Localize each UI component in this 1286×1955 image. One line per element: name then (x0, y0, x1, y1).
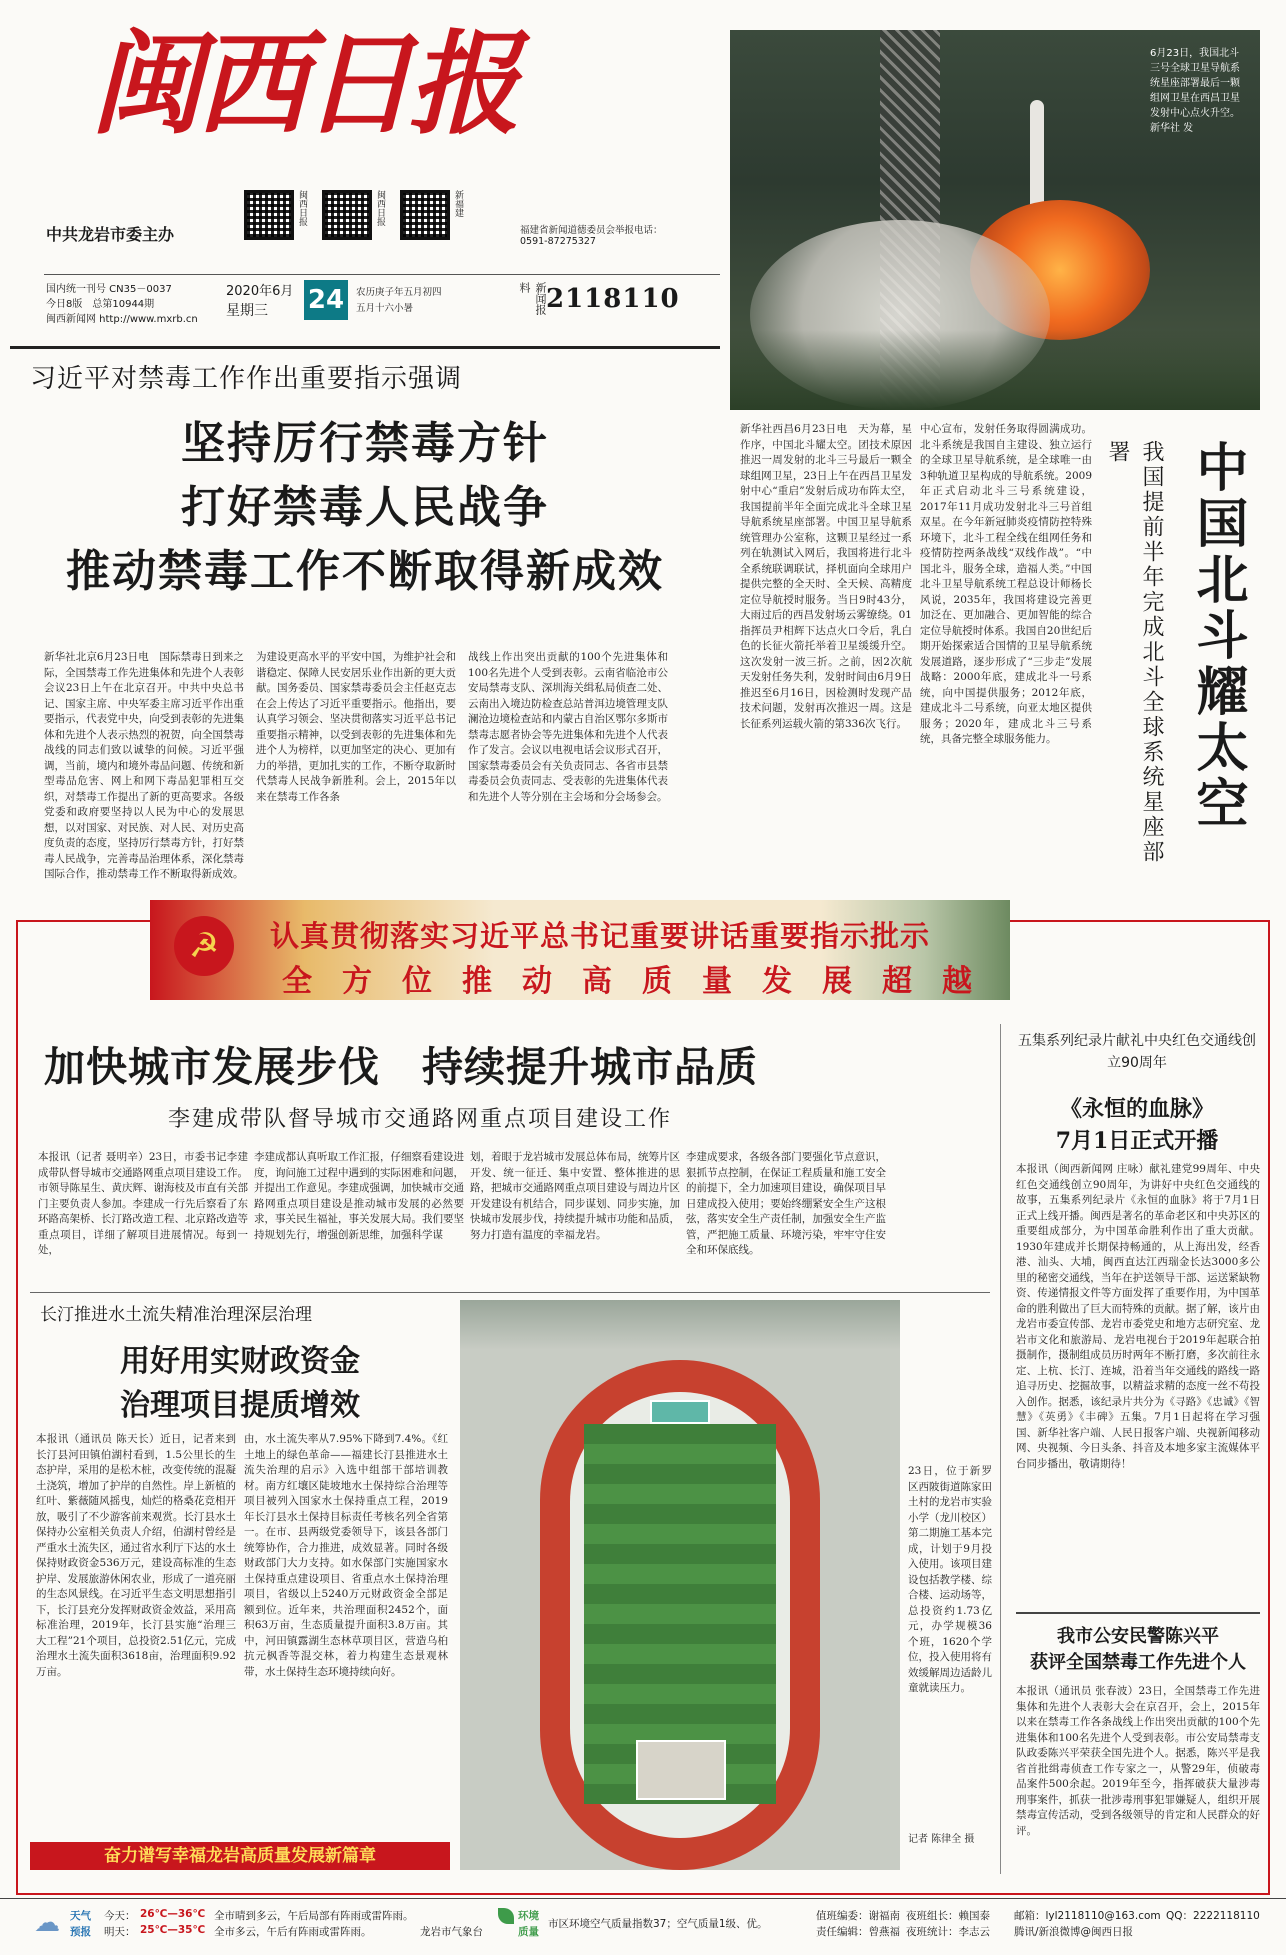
qr-label-3: 新福建 (453, 190, 463, 217)
weather-cloud-icon: ☁ (34, 1908, 60, 1938)
documentary-body: 本报讯（闽西新闻网 庄咏）献礼建党99周年、中央红色交通线创立90周年，为讲好中央红色交通线的故事，五集系列纪录片《永恒的血脉》将于7月1日正式上线开播。闽西是著名的革命老区和中央苏区的重要组成部分，为中国革命胜利作出了重大贡献。1930年建成并长期保持畅通的，从上海出发，经香港、汕头、大埔，闽西直达江西瑞金长达3000多公里的秘密交通线，当年在护送领导干部、运送紧缺物资、传递情报文件等方面发挥了重要作用，为中国革命的胜利做出了巨大而特殊的贡献。据了解，该片由龙岩市委宣传部、龙岩市委党史和地方志研究室、龙岩市文化和旅游局、龙岩电视台于2019年起联合拍摄制作，摄制组成员历时两年不断打磨，多次前往永定、上杭、长汀、连城，沿着当年交通线的路线一路追寻历史、挖掘故事，以精益求精的态度一丝不苟投入创作。据悉，该纪录片共分为《寻路》《忠诚》《智慧》《英勇》《丰碑》五集。7月1日起将在学习强国、新华社客户端、人民日报客户端、央视新闻移动网、央视频、今日头条、抖音及本地多家主流媒体平台同步播出，敬请期待！ (1016, 1163, 1260, 1470)
changting-footer-banner: 奋力谱写幸福龙岩高质量发展新篇章 (30, 1842, 450, 1870)
masthead-title: 闽西日报 (90, 19, 514, 150)
footer-qq: QQ：2222118110 (1166, 1910, 1260, 1922)
beidou-column-2: 中心宣布，发射任务取得圆满成功。北斗系统是我国自主建设、独立运行的全球卫星导航系统，是全球唯一由3种轨道卫星构成的导航系统。2009年正式启动北斗三号系统建设，2017年11月成功发射北斗三号首组双星。在今年新冠肺炎疫情防控特殊环境下，北斗工程全线在组网任务和疫情防控两条战线“双线作战”。“中国北斗，服务全球，造福人类。”中国北斗卫星导航系统工程总设计师杨长风说，2035年，我国将建设完善更加泛在、更加融合、更加智能的综合定位导航授时体系。我国自20世纪后期开始探索适合国情的卫星导航系统发展道路，逐步形成了“三步走”发展战略：2000年底，建成北斗一号系统，向中国提供服务；2012年底，建成北斗二号系统，向亚太地区提供服务；2020年，建成北斗三号系统，具备完整全球服务能力。 (920, 423, 1092, 745)
qr-code-2 (322, 190, 372, 240)
rocket-launch-photo (730, 30, 1260, 410)
issue-code-2: 今日8版 总第10944期 (46, 299, 155, 310)
footer-weibo: 腾讯/新浪微博@闽西日报 (1014, 1926, 1134, 1938)
banner-line-1: 认真贯彻落实习近平总书记重要讲话重要指示批示 (270, 919, 931, 953)
lead-headline-line-1: 坚持厉行禁毒方针 (181, 418, 549, 469)
weather-label-2: 预报 (70, 1926, 91, 1938)
changting-column-1: 本报讯（通讯员 陈天长）近日，记者来到长汀县河田镇伯湖村看到，1.5公里长的生态护岸，采用的是松木桩，改变传统的混凝土浇筑，增加了护岸的自然性。岸上新植的红叶、紫薇随风摇曳，灿烂的格桑花竞相开放，吸引了不少游客前来观赏。长汀县水土保持办公室相关负责人介绍，伯湖村曾经是严重水土流失区，通过省水利厅下达的水土保持财政资金536万元，建设高标准的生态护岸、发展旅游休闲农业，形成了一道亮丽的生态风景线。在习近平生态文明思想指引下，长汀县充分发挥财政资金效益，采用高标准治理，2019年，长汀县实施“治理三大工程”21个项目，总投资2.51亿元，完成治理水土流失面积3618亩，治理面积9.92万亩。 (36, 1433, 236, 1678)
changting-kicker: 长汀推进水土流失精准治理深层治理 (40, 1305, 312, 1325)
lead-headline-line-3: 推动禁毒工作不断取得新成效 (66, 546, 664, 597)
qr-code-1 (244, 190, 294, 240)
issue-code-3: 闽西新闻网 http://www.mxrb.cn (46, 314, 198, 325)
hotline-label: 新闻报料 (518, 282, 547, 315)
today-desc: 全市晴到多云，午后局部有阵雨或雷阵雨。 (214, 1910, 414, 1922)
police-body: 本报讯（通讯员 张春波）23日，全国禁毒工作先进集体和先进个人表彰大会在京召开，会上，2015年以来在禁毒工作各条战线上作出突出贡献的100个先进集体和100名先进个人受到表彰。市公安局禁毒支队政委陈兴平荣获全国先进个人。据悉，陈兴平是我省首批缉毒侦查工作专家之一，从警29年，侦破毒品案件500余起。2019年至今，指挥破获大量涉毒刑事案件，抓获一批涉毒刑事犯罪嫌疑人，组织开展禁毒宣传活动，受到各级领导的肯定和人民群众的好评。 (1016, 1685, 1260, 1837)
env-leaf-icon (498, 1908, 514, 1924)
lead-headline-line-2: 打好禁毒人民战争 (181, 482, 549, 533)
lunar-date-2: 五月十六小暑 (356, 303, 414, 314)
qr-label-2: 闽西日报 (375, 190, 385, 226)
lead-column-2: 为建设更高水平的平安中国，为维护社会和谐稳定、保障人民安居乐业作出新的更大贡献。国务委员、国家禁毒委员会主任赵克志在会上传达了习近平重要指示。他指出，要认真学习领会、坚决贯彻落实习近平总书记重要指示精神，以受到表彰的先进集体和先进个人为榜样，以更加坚定的决心、更加有力的举措，更加扎实的工作，不断夺取新时代禁毒人民战争新胜利。会上，2015年以来在禁毒工作各条 (256, 651, 456, 803)
party-emblem-icon: ☭ (174, 916, 234, 976)
lead-column-1: 新华社北京6月23日电 国际禁毒日到来之际，全国禁毒工作先进集体和先进个人表彰会议23日上午在北京召开。中共中央总书记、国家主席、中央军委主席习近平作出重要指示，代表党中央，向受到表彰的先进集体和先进个人表示热烈的祝贺，向全国禁毒战线的同志们致以诚挚的问候。习近平强调，当前，境内和境外毒品问题、传统和新型毒品危害、网上和网下毒品犯罪相互交织，对禁毒工作提出了新的更高要求。各级党委和政府要坚持以人民为中心的发展思想，以对国家、对民族、对人民、对历史高度负责的态度，坚持厉行禁毒方针，打好禁毒人民战争，完善毒品治理体系，深化禁毒国际合作，推动禁毒工作不断取得新成效。 (44, 651, 244, 880)
env-label-1: 环境 (518, 1910, 539, 1922)
issue-date: 2020年6月 (226, 284, 294, 299)
documentary-subhead: 7月1日正式开播 (1055, 1128, 1219, 1154)
masthead (0, 0, 720, 325)
lead-headline (20, 412, 710, 604)
hotline-number: 2118110 (546, 284, 680, 314)
changting-headline-line-1: 用好用实财政资金 (120, 1344, 360, 1379)
masthead-sponsor: 中共龙岩市委主办 (46, 225, 175, 244)
school-photo-credit: 记者 陈律全 摄 (908, 1834, 975, 1845)
license-text: 福建省新闻道德委员会举报电话： (520, 225, 663, 236)
env-quality: 市区环境空气质量指数37；空气质量1级、优。 (548, 1918, 768, 1930)
school-photo-caption: 23日，位于新罗区西陂街道陈家田土村的龙岩市实验小学（龙川校区）第二期施工基本完成，计划于9月投入使用。该项目建设包括教学楼、综合楼、运动场等，总投资约1.73亿元，办学规模36个班，1620个学位，投入使用将有效缓解周边适龄儿童就读压力。 (908, 1465, 992, 1694)
beidou-headline: 中国北斗耀太空 (1187, 440, 1248, 832)
qr-code-3 (400, 190, 450, 240)
changting-headline-line-2: 治理项目提质增效 (120, 1388, 360, 1423)
city-column-2: 李建成都认真听取工作汇报，仔细察看建设进度，询问施工过程中遇到的实际困难和问题，并提出工作意见。李建成强调，加快城市交通路网重点项目建设是推动城市发展的必然要求，事关民生福祉，事关发展大局。我们要坚持规划先行，增强创新思维，加强科学谋 (254, 1151, 464, 1241)
police-headline-line-1: 我市公安民警陈兴平 (1057, 1626, 1219, 1647)
city-column-1: 本报讯（记者 聂明辛）23日，市委书记李建成带队督导城市交通路网重点项目建设工作。市领导陈星生、黄庆辉、谢海枝及市直有关部门主要负责人参加。李建成一行先后察看了东环路高架桥、长汀路改造工程、北京路改造等重点项目，详细了解项目进展情况。每到一处， (38, 1151, 248, 1256)
issue-day: 24 (304, 280, 348, 320)
school-aerial-photo (460, 1300, 900, 1870)
documentary-kicker: 五集系列纪录片献礼中央红色交通线创立90周年 (1018, 1033, 1256, 1071)
footer (0, 1902, 1286, 1952)
beidou-subhead: 我国提前半年完成北斗全球系统星座部署 (1105, 440, 1164, 865)
license-phone: 0591-87275327 (520, 236, 596, 247)
weather-source: 龙岩市气象台 (420, 1926, 483, 1938)
weather-label-1: 天气 (70, 1910, 91, 1922)
editor-3: 责任编辑：曾燕福 (816, 1926, 900, 1938)
city-headline: 加快城市发展步伐 持续提升城市品质 (44, 1043, 758, 1091)
tomorrow-label: 明天： (104, 1926, 136, 1938)
qr-label-1: 闽西日报 (297, 190, 307, 226)
beidou-column-1: 新华社西昌6月23日电 天为幕，星作序，中国北斗耀太空。团技术原因推迟一周发射的北斗三号最后一颗全球组网卫星，23日上午在西昌卫星发射中心“重启”发射后成功布阵太空，我国提前半年全面完成北斗全球卫星导航系统星座部署。中国卫星导航系统管理办公室称，这颗卫星经过一系列在轨测试入网后，我国将进行北斗全系统联调联试，择机面向全球用户提供完整的全天时、全天候、高精度定位导航授时服务。当日9时43分，大雨过后的西昌发射场云雾缭绕。01指挥员尹相辉下达点火口令后，乳白色的长征火箭托举着卫星缓缓升空。这次发射一波三折。之前，因2次航天发射任务失利，发射时间由6月9日推迟至6月16日，因检测时发现产品技术问题，发射再次推迟一周。这是长征系列运载火箭的第336次飞行。 (740, 423, 912, 730)
lead-column-3: 战线上作出突出贡献的100个先进集体和100名先进个人受到表彰。云南省临沧市公安局禁毒支队、深圳海关缉私局侦查二处、云南出入境边防检查总站普洱边境管理支队澜沧边境检查站和内蒙古自治区鄂尔多斯市禁毒志愿者协会等先进集体和先进个人代表作了发言。会议以电视电话会议形式召开，国家禁毒委员会有关负责同志、各省市县禁毒委员会负责同志、受表彰的先进集体代表和先进个人等分别在主会场和分会场参会。 (468, 651, 668, 803)
editor-1: 值班编委：谢福南 (816, 1910, 900, 1922)
today-temp: 26℃—36℃ (140, 1908, 206, 1920)
city-subhead: 李建成带队督导城市交通路网重点项目建设工作 (168, 1107, 673, 1132)
documentary-title: 《永恒的血脉》 (1059, 1096, 1214, 1122)
banner-line-2: 全 方 位 推 动 高 质 量 发 展 超 越 (282, 964, 972, 999)
theme-banner-strip (150, 900, 1010, 1000)
editor-4: 夜班统计：李志云 (906, 1926, 990, 1938)
changting-column-2: 由，水土流失率从7.95%下降到7.4%。《红土地上的绿色革命——福建长汀县推进水土流失治理的启示》入选中组部干部培训教材。南方红壤区陡坡地水土保持综合治理等项目被列入国家水土保持重点工程，2019年长汀县水土保持目标责任考核名列全省第一。在市、县两级党委领导下，该县各部门统筹协作，合力推进，成效显著。同时各级财政部门大力支持。如水保部门实施国家水土保持重点建设项目、省重点水土保持治理项目，省级以上5240万元财政资金全部足额到位。近年来，共治理面积2452个，面积63万亩，生态质量提升面积3.8万亩。其中，河田镇露湖生态林草项目区，营造乌桕抗元枫香等混交林，着力构建生态景观林带，水土保持生态环境持续向好。 (244, 1433, 448, 1678)
city-column-3: 划，着眼于龙岩城市发展总体布局，统筹片区开发、统一征迁、集中安置、整体推进的思路，把城市交通路网重点项目建设与周边片区开发建设有机结合，同步谋划、同步实施，加快城市发展步伐，持续提升城市功能和品质，努力打造有温度的幸福龙岩。 (470, 1151, 680, 1241)
city-column-4: 李建成要求，各级各部门要强化节点意识，狠抓节点控制，在保证工程质量和施工安全的前提下，全力加速项目建设，确保项目早日建成投入使用；要始终绷紧安全生产这根弦，落实安全生产责任制，加强安全生产监管，严把施工质量、环境污染，牢牢守住安全和环保底线。 (686, 1151, 886, 1256)
today-label: 今天： (104, 1910, 136, 1922)
editor-2: 夜班组长：赖国泰 (906, 1910, 990, 1922)
rocket-photo-caption: 6月23日，我国北斗三号全球卫星导航系统星座部署最后一颗组网卫星在西昌卫星发射中心点火升空。新华社 发 (1150, 48, 1240, 134)
footer-email: 邮箱：lyl2118110@163.com (1014, 1910, 1161, 1922)
tomorrow-desc: 全市多云，午后有阵雨或雷阵雨。 (214, 1926, 372, 1938)
lunar-date-1: 农历庚子年五月初四 (356, 287, 442, 298)
env-label-2: 质量 (518, 1926, 539, 1938)
issue-code-1: 国内统一刊号 CN35－0037 (46, 284, 172, 295)
lead-kicker: 习近平对禁毒工作作出重要指示强调 (30, 364, 463, 394)
police-headline-line-2: 获评全国禁毒工作先进个人 (1030, 1652, 1246, 1673)
tomorrow-temp: 25℃—35℃ (140, 1924, 206, 1936)
issue-weekday: 星期三 (226, 303, 268, 319)
